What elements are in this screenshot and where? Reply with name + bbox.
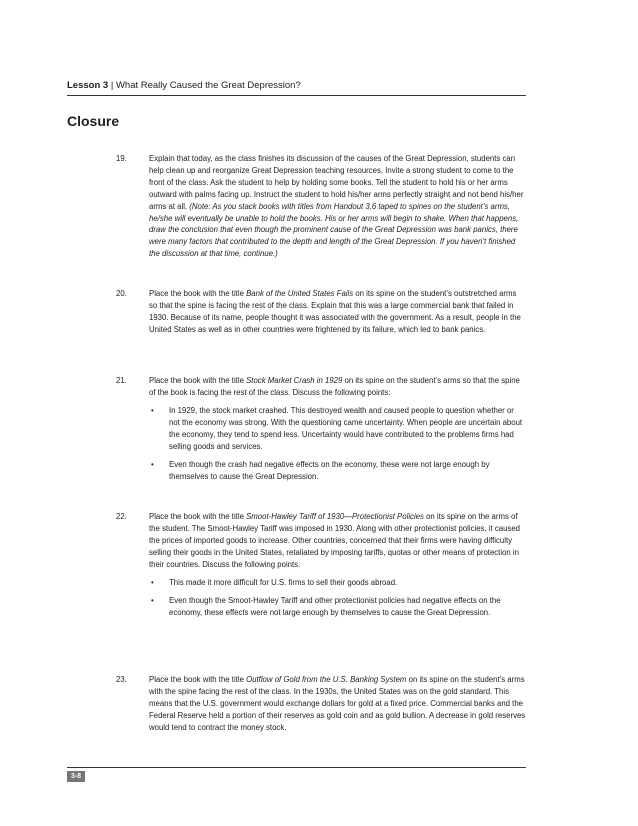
step-text [149,153,526,260]
step-21 [116,375,526,490]
step-text-post: on its spine on the student’s outstretched arms so that the spine is facing the rest of the class. Explain that this was a large commercial bank that failed in 1930. Because of its name, people thought it was associated with the government. As a result, people in the United States as well as in other countries were frightened by its failure, which led to bank panics. [149,289,521,334]
book-title: Bank of the United States Fails [246,289,354,298]
step-text [149,375,526,399]
book-title: Stock Market Crash in 1929 [246,376,343,385]
footer-rule [67,767,526,768]
step-text [149,511,526,571]
step-19 [116,153,526,260]
step-body [149,375,526,483]
step-text-pre: Place the book with the title [149,289,247,298]
step-text-pre: Place the book with the title [149,512,247,521]
bullet-item [149,405,526,453]
section-title: Closure [67,113,120,129]
step-number: 20. [116,289,127,298]
step-body [149,153,526,260]
lesson-title: What Really Caused the Great Depression? [115,80,301,91]
bullet-list [149,405,526,483]
bullet-text: Even though the Smoot-Hawley Tariff and other protectionist policies had negative effects on the economy, these effects were not large enough by themselves to cause the Great Depression. [169,596,501,618]
step-body [149,511,526,619]
bullet-list [149,577,526,620]
header-separator: | [108,80,116,91]
step-text-pre: Place the book with the title [149,376,247,385]
step-number: 21. [116,376,127,385]
step-number: 23. [116,675,127,684]
step-number: 19. [116,154,127,163]
book-title: Smoot-Hawley Tariff of 1930—Protectionist Policies [246,512,424,521]
bullet-icon: • [151,405,154,415]
step-text-plain: Explain that today, as the class finishes its discussion of the causes of the Great Depression, students can help clean up and reorganize Great Depression teaching resources. Invite a strong student to come to the front of the class. Ask the student to help by holding some books. Tell the student to hold his or her arms outward with palms facing up. Instruct the student to hold his/her arms perfectly straight and not bend his/her arms at all. [149,154,524,211]
book-title: Outflow of Gold from the U.S. Banking System [246,675,407,684]
bullet-text: Even though the crash had negative effects on the economy, these were not large enough by themselves to cause the Great Depression. [169,460,490,482]
step-23 [116,674,526,734]
step-text [149,674,526,734]
step-text-post: on its spine on the student’s arms with the spine facing the rest of the class. In the 1930s, the United States was on the gold standard. This means that the U.S. government would exchange dollars for gold at a fixed price. Commercial banks and the Federal Reserve held a portion of their reserves as gold coin and as gold bullion. A decrease in gold reserves would tend to contract the money stock. [149,675,526,732]
step-body [149,288,526,336]
bullet-icon: • [151,596,154,606]
step-text-post: on its spine on the student’s arms so that the spine of the book is facing the rest of the class. Discuss the following points: [149,376,520,397]
step-text-pre: Place the book with the title [149,675,247,684]
step-text-post: on its spine on the arms of the student. The Smoot-Hawley Tariff was imposed in 1930. Along with other protectionist policies, it caused the prices of imported goods to increase. Other countries, concerned that their firms were having difficulty selling their goods in the United States, retaliated by imposing tariffs, quotas or other means of protection in their countries. Discuss the following points: [149,512,520,569]
bullet-text: In 1929, the stock market crashed. This destroyed wealth and caused people to question whether or not the economy was strong. With the questioning came uncertainty. When people are uncertain about the economy, they tend to spend less. Uncertainty would have contributed to the problems firms had selling goods and services. [169,405,523,451]
step-text [149,288,526,336]
bullet-item [149,595,526,619]
bullet-item [149,577,526,589]
bullet-icon: • [151,460,154,470]
bullet-item [149,459,526,483]
step-body [149,674,526,734]
running-header [67,80,526,96]
bullet-text: This made it more difficult for U.S. firms to sell their goods abroad. [169,577,398,587]
step-number: 22. [116,512,127,521]
lesson-number: Lesson 3 [67,80,109,91]
bullet-icon: • [151,577,154,587]
step-note: (Note: As you stack books with titles from Handout 3.6 taped to spines on the student’s arms, he/she will eventually be unable to hold the books. His or her arms will begin to shake. When that happens, draw the conclusion that even though the prominent cause of the Great Depression was bank panics, there were many factors that contributed to the depth and length of the Great Depression. If you haven’t finished the discussion at that time, continue.) [149,201,519,259]
step-20 [116,288,526,336]
step-22 [116,511,526,626]
page-number: 3-8 [67,771,85,782]
